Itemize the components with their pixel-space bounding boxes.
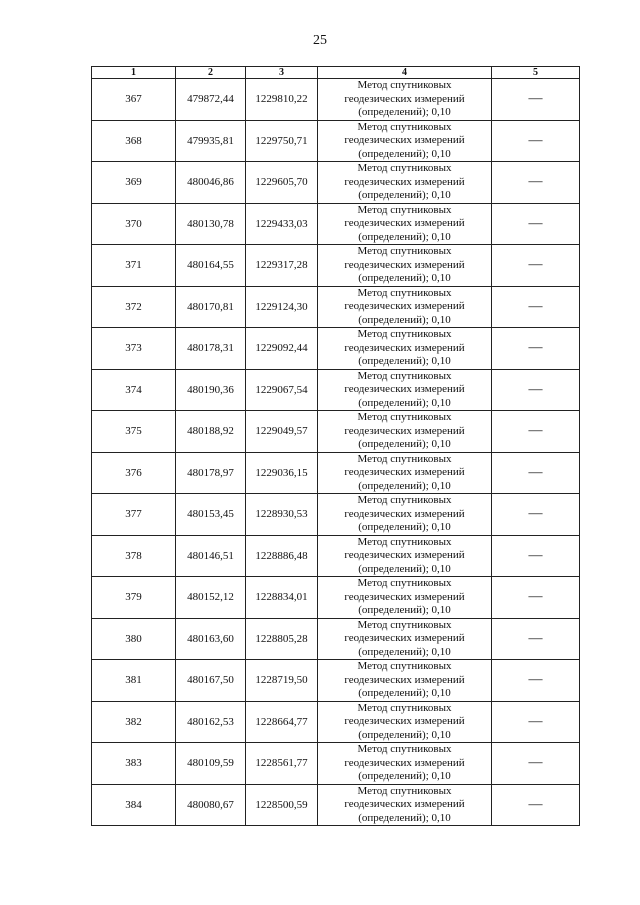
coordinate-y: 1228834,01 [246, 577, 318, 619]
method-line-3: (определений); 0,10 [358, 147, 451, 160]
coordinate-y: 1229092,44 [246, 328, 318, 370]
column-header-2: 2 [176, 67, 246, 79]
coordinate-x: 480153,45 [176, 494, 246, 536]
coordinate-y: 1228886,48 [246, 535, 318, 577]
column-5-value: — [492, 535, 580, 577]
point-number: 383 [92, 743, 176, 785]
column-5-value: — [492, 743, 580, 785]
method-line-1: Метод спутниковых [357, 577, 452, 589]
point-number: 375 [92, 411, 176, 453]
table-row [92, 328, 580, 370]
method-line-3: (определений); 0,10 [358, 811, 451, 824]
coordinate-x: 480190,36 [176, 369, 246, 411]
column-5-value: — [492, 618, 580, 660]
coordinate-y: 1228664,77 [246, 701, 318, 743]
column-5-value: — [492, 369, 580, 411]
coordinate-x: 480146,51 [176, 535, 246, 577]
coordinate-y: 1228719,50 [246, 660, 318, 702]
coordinate-x: 479872,44 [176, 79, 246, 121]
column-5-value: — [492, 577, 580, 619]
coordinate-y: 1229317,28 [246, 245, 318, 287]
point-number: 379 [92, 577, 176, 619]
method-line-1: Метод спутниковых [357, 411, 452, 423]
method-line-3: (определений); 0,10 [358, 728, 451, 741]
method-line-2: геодезических измерений [344, 590, 465, 603]
method-line-2: геодезических измерений [344, 424, 465, 437]
method-line-3: (определений); 0,10 [358, 355, 451, 367]
coordinate-x: 480152,12 [176, 577, 246, 619]
method-line-3: (определений); 0,10 [358, 604, 451, 616]
method-line-3: (определений); 0,10 [358, 645, 451, 658]
method-cell [318, 618, 492, 660]
column-5-value: — [492, 784, 580, 826]
column-5-value: — [492, 411, 580, 453]
point-number: 378 [92, 535, 176, 577]
method-line-1: Метод спутниковых [357, 494, 452, 506]
coordinate-y: 1228805,28 [246, 618, 318, 660]
coordinate-y: 1228561,77 [246, 743, 318, 785]
table-row [92, 411, 580, 453]
coordinate-y: 1229036,15 [246, 452, 318, 494]
point-number: 384 [92, 784, 176, 826]
table-header-row [92, 67, 580, 79]
coordinate-x: 480130,78 [176, 203, 246, 245]
column-5-value: — [492, 452, 580, 494]
point-number: 369 [92, 162, 176, 204]
method-line-3: (определений); 0,10 [358, 230, 451, 243]
point-number: 372 [92, 286, 176, 328]
method-line-1: Метод спутниковых [357, 618, 452, 631]
column-5-value: — [492, 286, 580, 328]
method-line-3: (определений); 0,10 [358, 438, 451, 450]
method-cell [318, 577, 492, 619]
method-line-3: (определений); 0,10 [358, 770, 451, 782]
coordinate-x: 480178,31 [176, 328, 246, 370]
column-header-5: 5 [492, 67, 580, 79]
coordinate-y: 1229750,71 [246, 120, 318, 162]
coordinate-x: 479935,81 [176, 120, 246, 162]
table-body [92, 79, 580, 826]
method-line-1: Метод спутниковых [357, 535, 452, 548]
method-line-3: (определений); 0,10 [358, 272, 451, 284]
method-line-2: геодезических измерений [344, 217, 465, 229]
method-line-1: Метод спутниковых [357, 452, 452, 465]
coordinate-x: 480162,53 [176, 701, 246, 743]
table-row [92, 494, 580, 536]
column-5-value: — [492, 494, 580, 536]
method-line-3: (определений); 0,10 [358, 313, 451, 326]
method-cell [318, 79, 492, 121]
point-number: 373 [92, 328, 176, 370]
method-line-2: геодезических измерений [344, 258, 465, 271]
method-line-3: (определений); 0,10 [358, 396, 451, 409]
point-number: 377 [92, 494, 176, 536]
column-5-value: — [492, 660, 580, 702]
method-cell [318, 452, 492, 494]
column-header-3: 3 [246, 67, 318, 79]
coordinate-y: 1229433,03 [246, 203, 318, 245]
method-cell [318, 743, 492, 785]
column-5-value: — [492, 120, 580, 162]
coordinate-y: 1229067,54 [246, 369, 318, 411]
coordinates-table [91, 66, 580, 826]
column-header-1: 1 [92, 67, 176, 79]
method-cell [318, 120, 492, 162]
table-row [92, 79, 580, 121]
method-line-2: геодезических измерений [344, 798, 465, 810]
method-cell [318, 286, 492, 328]
method-cell [318, 162, 492, 204]
method-line-3: (определений); 0,10 [358, 687, 451, 699]
method-cell [318, 328, 492, 370]
method-cell [318, 411, 492, 453]
coordinate-y: 1229605,70 [246, 162, 318, 204]
table-row [92, 618, 580, 660]
coordinate-x: 480046,86 [176, 162, 246, 204]
coordinate-y: 1229810,22 [246, 79, 318, 121]
column-5-value: — [492, 203, 580, 245]
method-line-3: (определений); 0,10 [358, 106, 451, 118]
coordinate-y: 1228500,59 [246, 784, 318, 826]
point-number: 376 [92, 452, 176, 494]
method-line-1: Метод спутниковых [357, 743, 452, 755]
table-row [92, 784, 580, 826]
method-line-2: геодезических измерений [344, 673, 465, 686]
method-line-2: геодезических измерений [344, 134, 465, 146]
method-line-2: геодезических измерений [344, 715, 465, 727]
method-line-3: (определений); 0,10 [358, 479, 451, 492]
method-line-1: Метод спутниковых [357, 660, 452, 672]
method-line-1: Метод спутниковых [357, 162, 452, 174]
coordinate-x: 480170,81 [176, 286, 246, 328]
column-5-value: — [492, 701, 580, 743]
method-cell [318, 535, 492, 577]
coordinate-x: 480163,60 [176, 618, 246, 660]
point-number: 374 [92, 369, 176, 411]
point-number: 370 [92, 203, 176, 245]
coordinate-y: 1228930,53 [246, 494, 318, 536]
method-line-1: Метод спутниковых [357, 203, 452, 216]
coordinate-x: 480080,67 [176, 784, 246, 826]
method-cell [318, 203, 492, 245]
column-5-value: — [492, 245, 580, 287]
table-row [92, 701, 580, 743]
method-line-2: геодезических измерений [344, 549, 465, 561]
point-number: 380 [92, 618, 176, 660]
coordinate-x: 480109,59 [176, 743, 246, 785]
table-row [92, 245, 580, 287]
point-number: 382 [92, 701, 176, 743]
table-row [92, 452, 580, 494]
table-row [92, 203, 580, 245]
method-cell [318, 245, 492, 287]
table-row [92, 535, 580, 577]
method-line-3: (определений); 0,10 [358, 562, 451, 575]
table-row [92, 577, 580, 619]
page-number: 25 [313, 33, 327, 48]
column-5-value: — [492, 79, 580, 121]
table-row [92, 286, 580, 328]
method-line-1: Метод спутниковых [357, 120, 452, 133]
point-number: 368 [92, 120, 176, 162]
method-line-1: Метод спутниковых [357, 701, 452, 714]
point-number: 371 [92, 245, 176, 287]
method-line-1: Метод спутниковых [357, 245, 452, 257]
method-line-1: Метод спутниковых [357, 369, 452, 382]
column-5-value: — [492, 328, 580, 370]
column-header-4: 4 [318, 67, 492, 79]
coordinate-y: 1229124,30 [246, 286, 318, 328]
method-line-2: геодезических измерений [344, 383, 465, 395]
method-line-2: геодезических измерений [344, 632, 465, 644]
method-cell [318, 369, 492, 411]
method-cell [318, 701, 492, 743]
table-row [92, 162, 580, 204]
method-line-2: геодезических измерений [344, 92, 465, 105]
method-line-1: Метод спутниковых [357, 79, 452, 91]
method-line-2: геодезических измерений [344, 175, 465, 188]
table-row [92, 660, 580, 702]
method-line-3: (определений); 0,10 [358, 189, 451, 201]
method-cell [318, 660, 492, 702]
coordinate-x: 480167,50 [176, 660, 246, 702]
column-5-value: — [492, 162, 580, 204]
method-line-3: (определений); 0,10 [358, 521, 451, 533]
method-line-1: Метод спутниковых [357, 328, 452, 340]
coordinate-x: 480178,97 [176, 452, 246, 494]
coordinate-x: 480188,92 [176, 411, 246, 453]
point-number: 367 [92, 79, 176, 121]
method-cell [318, 494, 492, 536]
method-line-2: геодезических измерений [344, 466, 465, 478]
method-line-2: геодезических измерений [344, 341, 465, 354]
method-line-2: геодезических измерений [344, 756, 465, 769]
method-cell [318, 784, 492, 826]
table-row [92, 120, 580, 162]
point-number: 381 [92, 660, 176, 702]
method-line-1: Метод спутниковых [357, 784, 452, 797]
coordinate-x: 480164,55 [176, 245, 246, 287]
method-line-2: геодезических измерений [344, 507, 465, 520]
method-line-1: Метод спутниковых [357, 286, 452, 299]
table-row [92, 369, 580, 411]
coordinate-y: 1229049,57 [246, 411, 318, 453]
table-row [92, 743, 580, 785]
method-line-2: геодезических измерений [344, 300, 465, 312]
